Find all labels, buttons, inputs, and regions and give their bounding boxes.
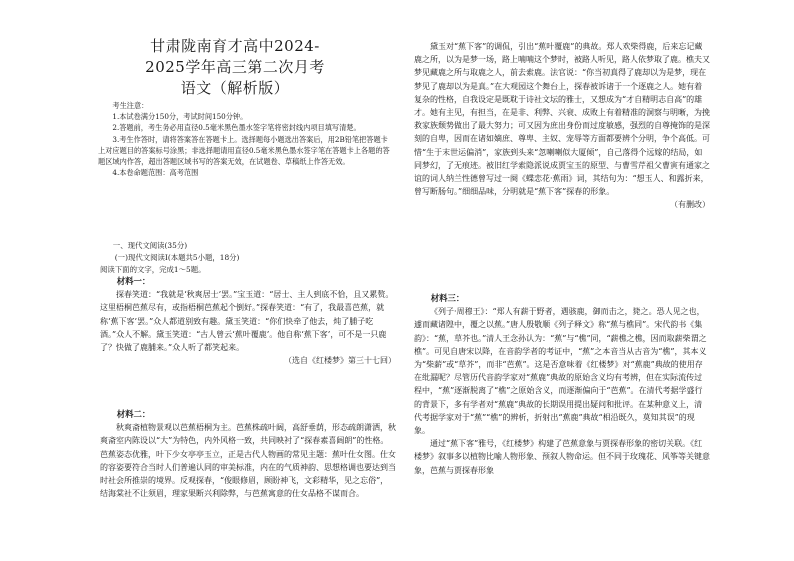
title-line-2: 2025学年高三第二次月考 <box>145 58 325 76</box>
material3 <box>414 292 710 477</box>
section-header <box>98 240 394 252</box>
note-item-4: 4.本卷命题范围：高考范围 <box>112 168 199 178</box>
section-sub: (一)现代文阅读I(本题共5小题，18分) <box>114 253 240 262</box>
material2-attribution: （有删改） <box>670 200 710 210</box>
notes-heading: 考生注意： <box>112 101 149 110</box>
material1-paragraph: 探春笑道：“我就是‘秋爽居士’罢。”宝玉道：“居士、主人到底不恰，且又累赘。这里梧桐芭蕉尽有，或指梧桐芭蕉起个倒好。”探春笑道：“有了，我最喜芭蕉，就称‘蕉下客’罢。”众人都道别致有趣。黛玉笑道：“你们快牵了他去，炖了脯子吃酒。”众人不解。黛玉笑道：“古人曾云‘蕉叶覆鹿’。他自称‘蕉下客’，可不是一只鹿了？快做了鹿脯来。”众人听了都笑起来。 <box>100 290 394 353</box>
material3-label: 材料三： <box>430 293 465 303</box>
note-item-3: 3.考生作答时，请将答案答在答题卡上。选择题每小题选出答案后，用2B铅笔把答题卡上对应题目的答案标号涂黑；非选择题请用直径0.5毫米黑色墨水签字笔在答题卡上各题的答题区域内作答，超出答题区域书写的答案无效，在试题卷、草稿纸上作答无效。 <box>98 134 390 167</box>
section-instruction: 阅读下面的文字，完成1～5题。 <box>100 264 206 274</box>
section-heading: 一、现代文阅读(35分) <box>112 241 188 250</box>
material1-source: （选自《红楼梦》第三十七回） <box>284 356 396 366</box>
material1-label: 材料一： <box>116 276 151 286</box>
material3-paragraph-1: 《列子·周穆王》：“郑人有薪于野者，遇骇鹿，御而击之，毙之。恐人见之也，遽而藏诸隍中，覆之以蕉。”唐人殷敬顺《列子释文》称“蕉与樵同”。宋代韵书《集韵》：“蕉，草芥也。”清人王念孙认为：“蕉”与“樵”同，“薪樵之樵，因而取薪柴谓之樵”。可见自唐宋以降，在音韵学者的考证中，“蕉”之本音当从古音为“樵”，其本义为“柴薪”或“草芥”，而非“芭蕉”。这是否意味着《红楼梦》对“蕉鹿”典故的使用存在纰漏呢？尽管历代音韵学家对“蕉鹿”典故的原始含义均有考辨，但在实际流传过程中，“蕉”逐渐脱离了“樵”之原始含义，而逐渐偏向于“芭蕉”。在清代考据学盛行的背景下，多有学者对“蕉鹿”典故的长期误用提出疑问和批评。在某种意义上，清代考据学家对于“蕉”“樵”的辨析，折射出“蕉鹿”典故“相沿既久，莫知其误”的现象。 <box>414 307 707 436</box>
material2-continued <box>414 40 710 212</box>
note-item-2: 2.答题前，考生务必用直径0.5毫米黑色墨水签字笔将密封线内项目填写清楚。 <box>112 123 361 133</box>
material2-label: 材料二： <box>116 409 151 419</box>
title-line-1: 甘肃陇南育才高中2024- <box>150 37 320 55</box>
section-intro <box>100 252 396 367</box>
material3-paragraph-2: 通过“蕉下客”雅号，《红楼梦》构建了芭蕉意象与贾探春形象的密切关联。《红楼梦》叙事多以植物比喻人物形象、预叙人物命运。但不同于玫瑰花、风筝等关键意象，芭蕉与贾探春形象 <box>414 439 710 475</box>
note-item-1: 1.本试卷满分150分，考试时间150分钟。 <box>112 112 248 122</box>
exam-notes <box>98 100 394 178</box>
material2 <box>100 408 396 500</box>
material2-paragraph: 秋爽斋植物景观以芭蕉梧桐为主。芭蕉株疏叶阔，高舒垂荫，形态疏朗潇洒，秋爽斋室内陈设以“大”为特色，内外风格一致，共同映衬了“探春素喜阔朗”的性格。芭蕉姿态优雅，叶下少女亭亭玉立，正是古代人物画的常见主题：蕉叶仕女图。仕女的容姿要符合当时人们普遍认同的审美标准，内在的气质神韵、思想格调也要达到当时社会所推崇的境界。反观探春，“俊眼修眉，顾盼神飞，文彩精华，见之忘俗”，结海棠社不让须眉，理家果断兴利除弊，与芭蕉寓意的仕女品格不谋而合。 <box>100 423 396 499</box>
material2-cont-paragraph: 黛玉对“蕉下客”的调侃，引出“蕉叶覆鹿”的典故。郑人欢柴得鹿，后来忘记藏鹿之所，以为是梦一场，路上喃喃这个梦时，被路人听见，路人依梦取了鹿。樵夫又梦见藏鹿之所与取鹿之人，前去索鹿。法官说：“你当初真得了鹿却以为是梦，现在梦见了鹿却以为是真。”在大观园这个舞台上，探春被诉诸于一个逐鹿之人。她有着复杂的性格，自我设定是既耽于诗社文坛的雅士，又想成为“才自精明志自高”的雄才。她有主见，有担当，在是非、利弊、兴衰、成败上有着精准的洞察与明晰，为挽救家族颓势做出了最大努力；可又因为庶出身份而过度敏感，强烈的自尊掩饰的是深刻的自卑，因而在诸如嫡庶、尊卑、主奴、宠辱等方面都要辨个分明，争个高低。可惜“生于末世运偏消”，家族到头来“忽喇喇似大厦倾”，自己落得个远嫁的结局，如同梦幻，了无痕迹。被旧红学索隐派说成贾宝玉的原型、与曹雪芹祖父曹寅有通家之谊的词人纳兰性德曾写过一阕《蝶恋花·蕉雨》词，其结句为：“想玉人、和露折来，曾写断肠句。”细细品味，分明就是“蕉下客”探春的形象。 <box>414 42 710 197</box>
title-line-3: 语文（解析版） <box>180 79 290 97</box>
exam-title <box>100 36 370 99</box>
